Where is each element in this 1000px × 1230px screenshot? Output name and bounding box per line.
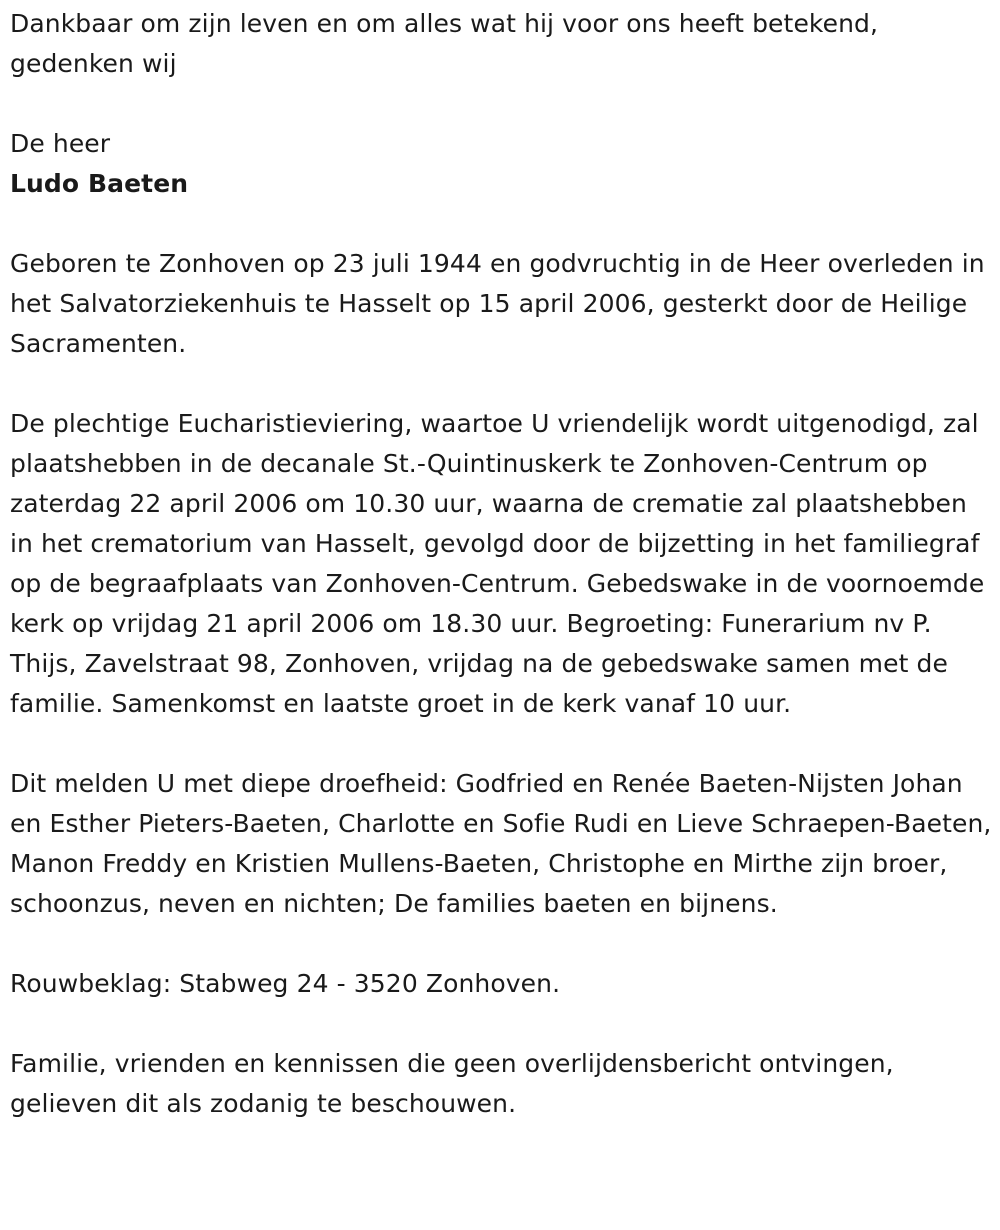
deceased-name: Ludo Baeten (10, 169, 189, 198)
birth-death-text: Geboren te Zonhoven op 23 juli 1944 en godvruchtig in de Heer overleden in het Salvatorziekenhuis te Hasselt op 15 april 2006, gesterkt door de Heilige Sacramenten. (10, 249, 985, 358)
intro-text: Dankbaar om zijn leven en om alles wat hij voor ons heeft betekend, gedenken wij (10, 9, 879, 78)
condolence-address: Rouwbeklag: Stabweg 24 - 3520 Zonhoven. (10, 969, 561, 998)
closing-note: Familie, vrienden en kennissen die geen overlijdensbericht ontvingen, gelieven dit als zodanig te beschouwen. (10, 1049, 894, 1118)
ceremony-text: De plechtige Eucharistieviering, waartoe U vriendelijk wordt uitgenodigd, zal plaatshebben in de decanale St.-Quintinuskerk te Zonhoven-Centrum op zaterdag 22 april 2006 om 10.30 uur, waarna de crematie zal plaatshebben in het crematorium van Hasselt, gevolgd door de bijzetting in het familiegraf op de begraafplaats van Zonhoven-Centrum. Gebedswake in de voornoemde kerk op vrijdag 21 april 2006 om 18.30 uur. Begroeting: Funerarium nv P. Thijs, Zavelstraat 98, Zonhoven, vrijdag na de gebedswake samen met de familie. Samenkomst en laatste groet in de kerk vanaf 10 uur. (10, 409, 985, 718)
obituary-document (10, 4, 995, 1124)
announcement-text: Dit melden U met diepe droefheid: Godfried en Renée Baeten-Nijsten Johan en Esther Pieters-Baeten, Charlotte en Sofie Rudi en Lieve Schraepen-Baeten, Manon Freddy en Kristien Mullens-Baeten, Christophe en Mirthe zijn broer, schoonzus, neven en nichten; De families baeten en bijnens. (10, 769, 992, 918)
salutation: De heer (10, 129, 111, 158)
